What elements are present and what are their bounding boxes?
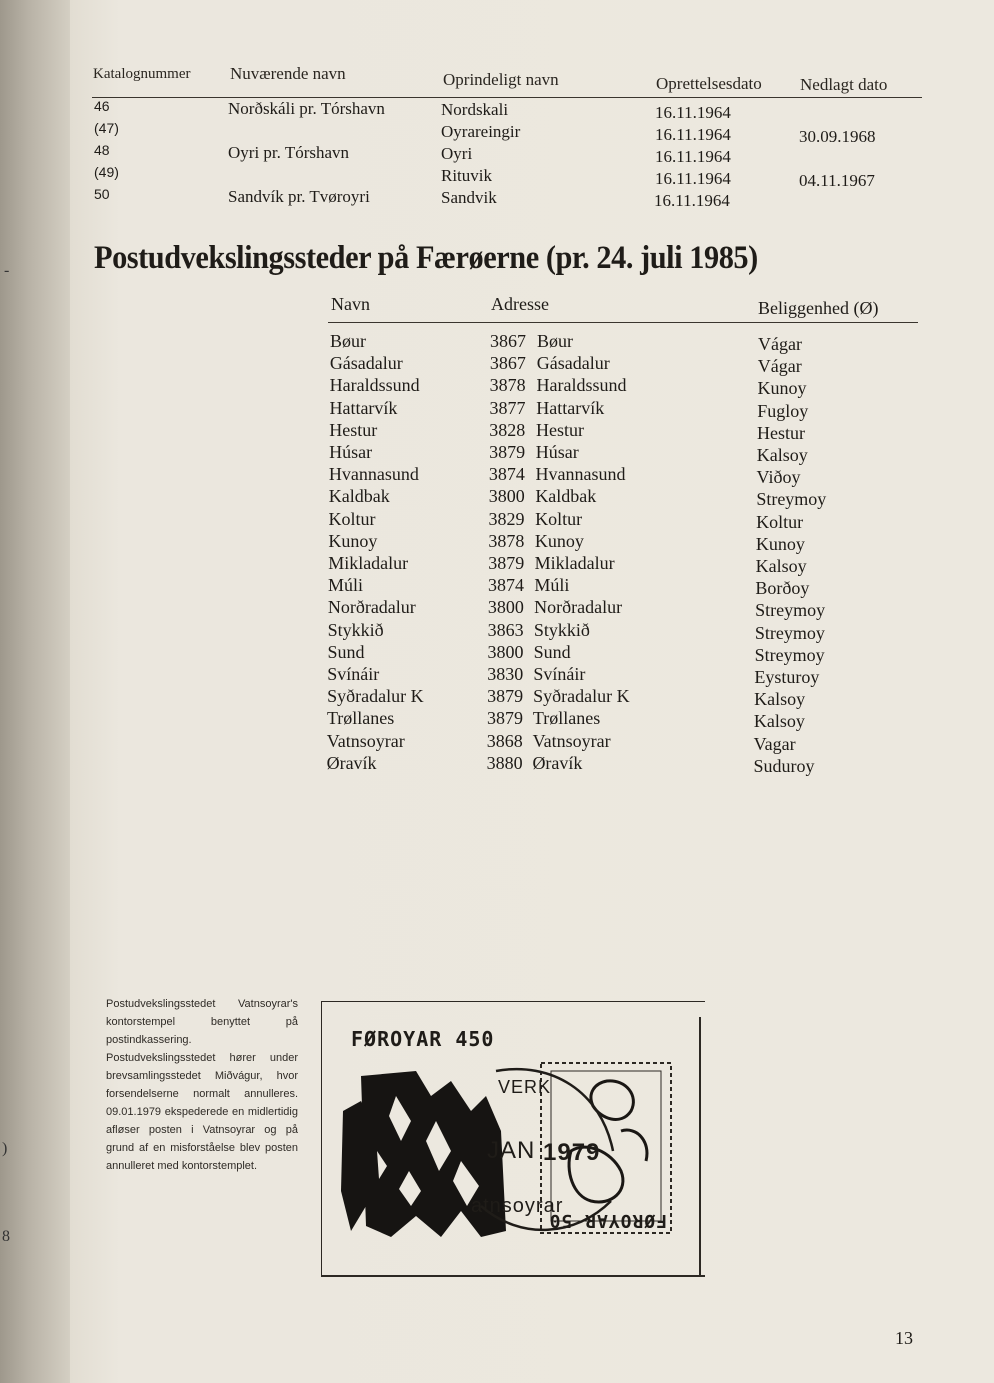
exchange-row (0, 331, 994, 353)
catalog-cell-original: Nordskali (441, 100, 509, 119)
postmark-fragment: VERK (498, 1077, 552, 1097)
exchange-cell-name: Húsar (329, 442, 373, 462)
exchange-cell-address: Haraldssund (536, 375, 627, 396)
catalog-cell-current: Norðskáli pr. Tórshavn (228, 99, 385, 118)
exchange-cell-island: Kalsoy (756, 445, 808, 465)
catalog-header-current: Nuværende navn (230, 64, 346, 83)
exchange-row (0, 464, 994, 486)
exchange-row (0, 531, 994, 553)
exchange-row (0, 398, 994, 420)
exchange-cell-name: Koltur (328, 508, 376, 529)
catalog-cell-opened: 16.11.1964 (654, 191, 730, 210)
catalog-header-opened: Oprettelsesdato (656, 74, 762, 93)
exchange-cell-island: Fugloy (757, 400, 809, 421)
catalog-header-rule (92, 97, 922, 98)
exchange-row (0, 420, 994, 442)
catalog-cell-num: (47) (94, 120, 119, 136)
exchange-cell-name: Syðradalur K (327, 686, 424, 707)
catalog-cell-original: Rituvik (441, 166, 493, 185)
exchange-cell-zip: 3867 (489, 353, 526, 374)
exchange-cell-name: Norðradalur (327, 597, 416, 618)
exchange-cell-name: Øravík (326, 752, 377, 773)
exchange-cell-zip: 3867 (490, 331, 526, 351)
catalog-cell-closed: 04.11.1967 (799, 171, 875, 190)
exchange-cell-address: Hvannasund (535, 464, 626, 485)
exchange-row (0, 664, 994, 686)
catalog-cell-opened: 16.11.1964 (655, 103, 731, 122)
exchange-row (0, 553, 994, 575)
section-title: Postudvekslingssteder på Færøerne (pr. 24. juli 1985) (94, 240, 758, 276)
exchange-cell-name: Gásadalur (329, 353, 403, 374)
exchange-cell-zip: 3800 (487, 641, 524, 662)
exchange-cell-island: Viðoy (756, 467, 801, 488)
gutter-mark: - (4, 262, 10, 279)
exchange-cell-island: Kunoy (755, 533, 805, 554)
exchange-cell-zip: 3800 (488, 486, 525, 507)
stamp-cover-image (321, 1001, 705, 1277)
exchange-cell-zip: 3874 (488, 464, 525, 485)
exchange-cell-zip: 3877 (489, 397, 526, 418)
catalog-header-num: Katalognummer (93, 66, 191, 82)
exchange-header-island: Beliggenhed (Ø) (758, 298, 879, 318)
catalog-cell-original: Oyri (441, 144, 473, 163)
exchange-row (0, 642, 994, 664)
exchange-cell-address: Kunoy (534, 530, 584, 551)
exchange-row (0, 509, 994, 531)
exchange-cell-name: Svínáir (327, 664, 380, 684)
stamp-label-top: FØROYAR 450 (351, 1027, 495, 1051)
catalog-header-closed: Nedlagt dato (800, 75, 888, 94)
exchange-cell-address: Stykkið (533, 619, 590, 640)
exchange-cell-zip: 3874 (488, 575, 525, 596)
catalog-cell-current: Oyri pr. Tórshavn (228, 143, 350, 162)
exchange-cell-address: Múli (534, 575, 570, 596)
exchange-cell-zip: 3830 (487, 664, 524, 684)
exchange-cell-address: Kaldbak (535, 486, 597, 507)
figure-caption: Postudvekslingsstedet Vatnsoyrar's kontorstempel benyttet på postindkassering. Postudvekslingsstedet hører under brevsamlingsstedet Miðvágur, hvor forsendelserne normalt annulleres. 09.01.1979 ekspederede en midlertidig afløser posten i Vatnsoyrar og på grund af en misforståelse blev posten annulleret med kontorstemplet. (106, 998, 298, 1172)
gutter-mark: ) (2, 1140, 8, 1157)
exchange-cell-name: Sund (327, 641, 365, 662)
exchange-cell-zip: 3879 (488, 553, 525, 573)
exchange-cell-name: Kaldbak (328, 486, 390, 507)
exchange-cell-island: Kalsoy (754, 689, 806, 710)
postmark-fragment: JAN (487, 1137, 536, 1164)
catalog-cell-current: Sandvík pr. Tvøroyri (228, 187, 370, 206)
catalog-cell-original: Oyrareingir (441, 122, 521, 141)
exchange-cell-island: Suduroy (753, 755, 815, 776)
exchange-cell-island: Kalsoy (755, 556, 807, 576)
stamp-label-bottom: FØROYAR 50 (548, 1210, 667, 1231)
exchange-header-name: Navn (331, 294, 370, 314)
exchange-row (0, 353, 994, 375)
postmark-fragment: 1979 (543, 1139, 601, 1166)
exchange-cell-address: Hestur (536, 419, 585, 440)
page-number: 13 (895, 1328, 913, 1348)
catalog-cell-closed: 30.09.1968 (799, 127, 876, 146)
exchange-cell-name: Trøllanes (326, 708, 395, 729)
exchange-cell-name: Hvannasund (328, 464, 419, 485)
exchange-row (0, 753, 994, 775)
exchange-cell-address: Syðradalur K (533, 686, 630, 707)
exchange-cell-name: Mikladalur (328, 553, 409, 573)
exchange-cell-zip: 3878 (488, 530, 525, 551)
exchange-header-rule (328, 322, 918, 323)
exchange-row (0, 442, 994, 464)
exchange-cell-zip: 3879 (489, 442, 526, 462)
exchange-cell-name: Hattarvík (329, 397, 398, 418)
exchange-cell-island: Borðoy (755, 578, 810, 599)
catalog-cell-opened: 16.11.1964 (655, 147, 731, 166)
exchange-cell-address: Húsar (535, 442, 579, 462)
exchange-cell-island: Streymoy (755, 600, 826, 621)
exchange-cell-island: Vágar (758, 334, 802, 354)
exchange-cell-zip: 3879 (486, 708, 523, 729)
exchange-cell-address: Koltur (535, 508, 583, 529)
exchange-cell-island: Kunoy (757, 378, 807, 399)
exchange-cell-island: Vágar (757, 356, 802, 377)
exchange-cell-island: Koltur (756, 511, 804, 532)
exchange-cell-name: Múli (328, 575, 364, 596)
catalog-header-original: Oprindeligt navn (443, 70, 559, 89)
exchange-cell-zip: 3863 (487, 619, 524, 640)
exchange-cell-zip: 3829 (488, 508, 525, 529)
exchange-row (0, 597, 994, 619)
exchange-cell-zip: 3800 (487, 597, 524, 618)
exchange-cell-name: Vatnsoyrar (326, 730, 405, 751)
catalog-cell-opened: 16.11.1964 (655, 125, 731, 144)
catalog-cell-num: 46 (94, 98, 110, 114)
exchange-cell-name: Stykkið (327, 619, 384, 640)
exchange-cell-address: Trøllanes (532, 708, 601, 729)
exchange-cell-address: Svínáir (533, 664, 586, 684)
exchange-cell-address: Bøur (537, 331, 573, 351)
exchange-cell-address: Sund (533, 641, 571, 662)
exchange-cell-address: Gásadalur (536, 353, 610, 374)
catalog-cell-num: 48 (94, 142, 110, 158)
exchange-cell-island: Kalsoy (753, 711, 805, 732)
exchange-row (0, 731, 994, 753)
exchange-cell-zip: 3868 (486, 730, 523, 751)
exchange-row (0, 486, 994, 508)
catalog-cell-num: 50 (94, 186, 110, 202)
exchange-row (0, 375, 994, 397)
catalog-cell-num: (49) (94, 164, 119, 180)
exchange-cell-zip: 3880 (486, 752, 523, 773)
exchange-cell-name: Hestur (329, 419, 378, 440)
exchange-cell-island: Eysturoy (754, 667, 820, 687)
exchange-cell-zip: 3828 (489, 419, 526, 440)
gutter-mark: 8 (2, 1228, 10, 1245)
exchange-cell-island: Vagar (753, 733, 796, 754)
exchange-cell-address: Vatnsoyrar (532, 730, 611, 751)
exchange-row (0, 686, 994, 708)
exchange-cell-address: Norðradalur (534, 597, 623, 618)
exchange-cell-island: Streymoy (754, 644, 825, 665)
exchange-cell-name: Kunoy (328, 530, 378, 551)
catalog-cell-opened: 16.11.1964 (655, 169, 731, 188)
exchange-cell-island: Streymoy (756, 489, 827, 510)
exchange-cell-name: Haraldssund (329, 375, 420, 396)
exchange-cell-zip: 3879 (487, 686, 524, 707)
exchange-cell-address: Mikladalur (534, 553, 615, 573)
postmark-fragment: atnsoyrar (471, 1195, 564, 1217)
exchange-cell-island: Streymoy (754, 622, 825, 643)
exchange-row (0, 708, 994, 730)
exchange-row (0, 575, 994, 597)
exchange-cell-island: Hestur (757, 422, 806, 443)
exchange-row (0, 620, 994, 642)
exchange-cell-name: Bøur (330, 331, 366, 351)
exchange-header-address: Adresse (491, 294, 549, 314)
exchange-cell-address: Hattarvík (536, 397, 605, 418)
exchange-cell-address: Øravík (532, 752, 583, 773)
exchange-cell-zip: 3878 (489, 375, 526, 396)
catalog-cell-original: Sandvik (441, 188, 497, 207)
